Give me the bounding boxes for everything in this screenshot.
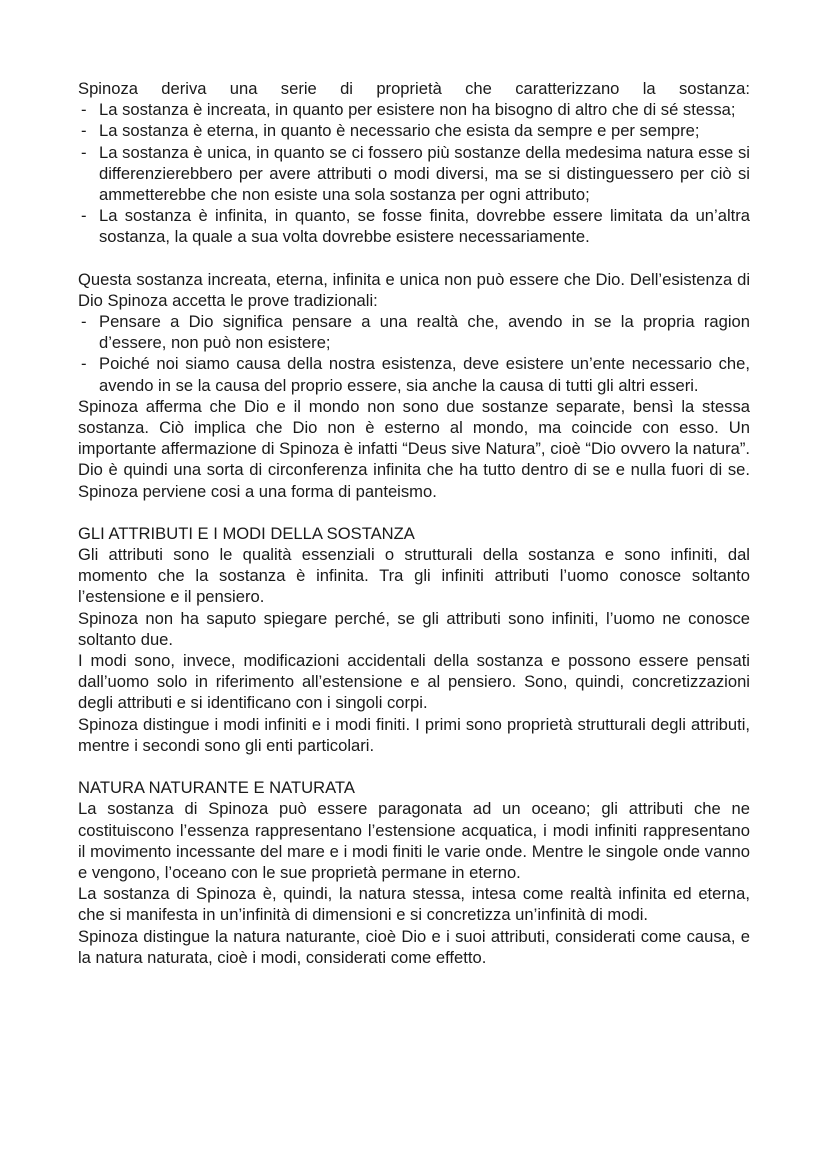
section-heading: GLI ATTRIBUTI E I MODI DELLA SOSTANZA	[78, 523, 415, 543]
proofs-list	[78, 311, 750, 396]
section-heading: NATURA NATURANTE E NATURATA	[78, 778, 355, 798]
section-properties	[78, 78, 750, 248]
section-attributes	[78, 523, 750, 756]
spacer	[78, 756, 750, 777]
list-item: - La sostanza è eterna, in quanto è necessario che esista da sempre e per sempre;	[78, 120, 750, 141]
paragraph: I modi sono, invece, modificazioni accidentali della sostanza e possono essere pensati dall’uomo solo in riferimento all’estensione e al pensiero. Sono, quindi, concretizzazioni degli attributi e si identificano con i singoli corpi.	[78, 651, 750, 713]
spacer	[78, 502, 750, 523]
paragraph: La sostanza di Spinoza può essere paragonata ad un oceano; gli attributi che ne costituiscono l’essenza rappresentano l’estensione acquatica, i modi infiniti rappresentano il movimento incessante del mare e i modi finiti le varie onde. Mentre le singole onde vanno e vengono, l’oceano con le sue proprietà permane in eterno.	[78, 799, 750, 882]
paragraph: Spinoza non ha saputo spiegare perché, se gli attributi sono infiniti, l’uomo ne conosce soltanto due.	[78, 608, 750, 649]
section-natura	[78, 777, 750, 968]
list-item: - La sostanza è infinita, in quanto, se fosse finita, dovrebbe essere limitata da un’altra sostanza, la quale a sua volta dovrebbe esistere necessariamente.	[78, 205, 750, 247]
paragraph: Gli attributi sono le qualità essenziali o strutturali della sostanza e sono infiniti, dal momento che la sostanza è infinita. Tra gli infiniti attributi l’uomo conosce soltanto l’estensione e il pensiero.	[78, 545, 750, 607]
paragraph: La sostanza di Spinoza è, quindi, la natura stessa, intesa come realtà infinita ed eterna, che si manifesta in un’infinità di dimensioni e si concretizza un’infinità di modi.	[78, 884, 750, 925]
section-god	[78, 269, 750, 502]
pantheism-paragraph: Spinoza afferma che Dio e il mondo non sono due sostanze separate, bensì la stessa sostanza. Ciò implica che Dio non è esterno al mondo, ma coincide con esso. Un importante affermazione di Spinoza è infatti “Deus sive Natura”, cioè “Dio ovvero la natura”. Dio è quindi una sorta di circonferenza infinita che ha tutto dentro di se e nulla fuori di se. Spinoza perviene cosi a una forma di panteismo.	[78, 396, 750, 501]
list-item: - Poiché noi siamo causa della nostra esistenza, deve esistere un’ente necessario che, avendo in se la causa del proprio essere, sia anche la causa di tutti gli altri esseri.	[78, 353, 750, 395]
paragraph: Spinoza distingue i modi infiniti e i modi finiti. I primi sono proprietà strutturali degli attributi, mentre i secondi sono gli enti particolari.	[78, 714, 750, 755]
spacer	[78, 248, 750, 269]
list-item: - La sostanza è increata, in quanto per esistere non ha bisogno di altro che di sé stessa;	[78, 99, 750, 120]
list-item: - Pensare a Dio significa pensare a una realtà che, avendo in se la propria ragion d’essere, non può non esistere;	[78, 311, 750, 353]
list-item: - La sostanza è unica, in quanto se ci fossero più sostanze della medesima natura esse si differenzierebbero per avere attributi o modi diversi, ma se si distinguessero per ciò si ammetterebbe che non esiste una sola sostanza per ogni attributo;	[78, 142, 750, 206]
properties-intro: Spinoza deriva una serie di proprietà che caratterizzano la sostanza:	[78, 79, 750, 98]
god-intro: Questa sostanza increata, eterna, infinita e unica non può essere che Dio. Dell’esistenza di Dio Spinoza accetta le prove tradizionali:	[78, 269, 750, 310]
paragraph: Spinoza distingue la natura naturante, cioè Dio e i suoi attributi, considerati come causa, e la natura naturata, cioè i modi, considerati come effetto.	[78, 926, 750, 967]
properties-list	[78, 99, 750, 247]
